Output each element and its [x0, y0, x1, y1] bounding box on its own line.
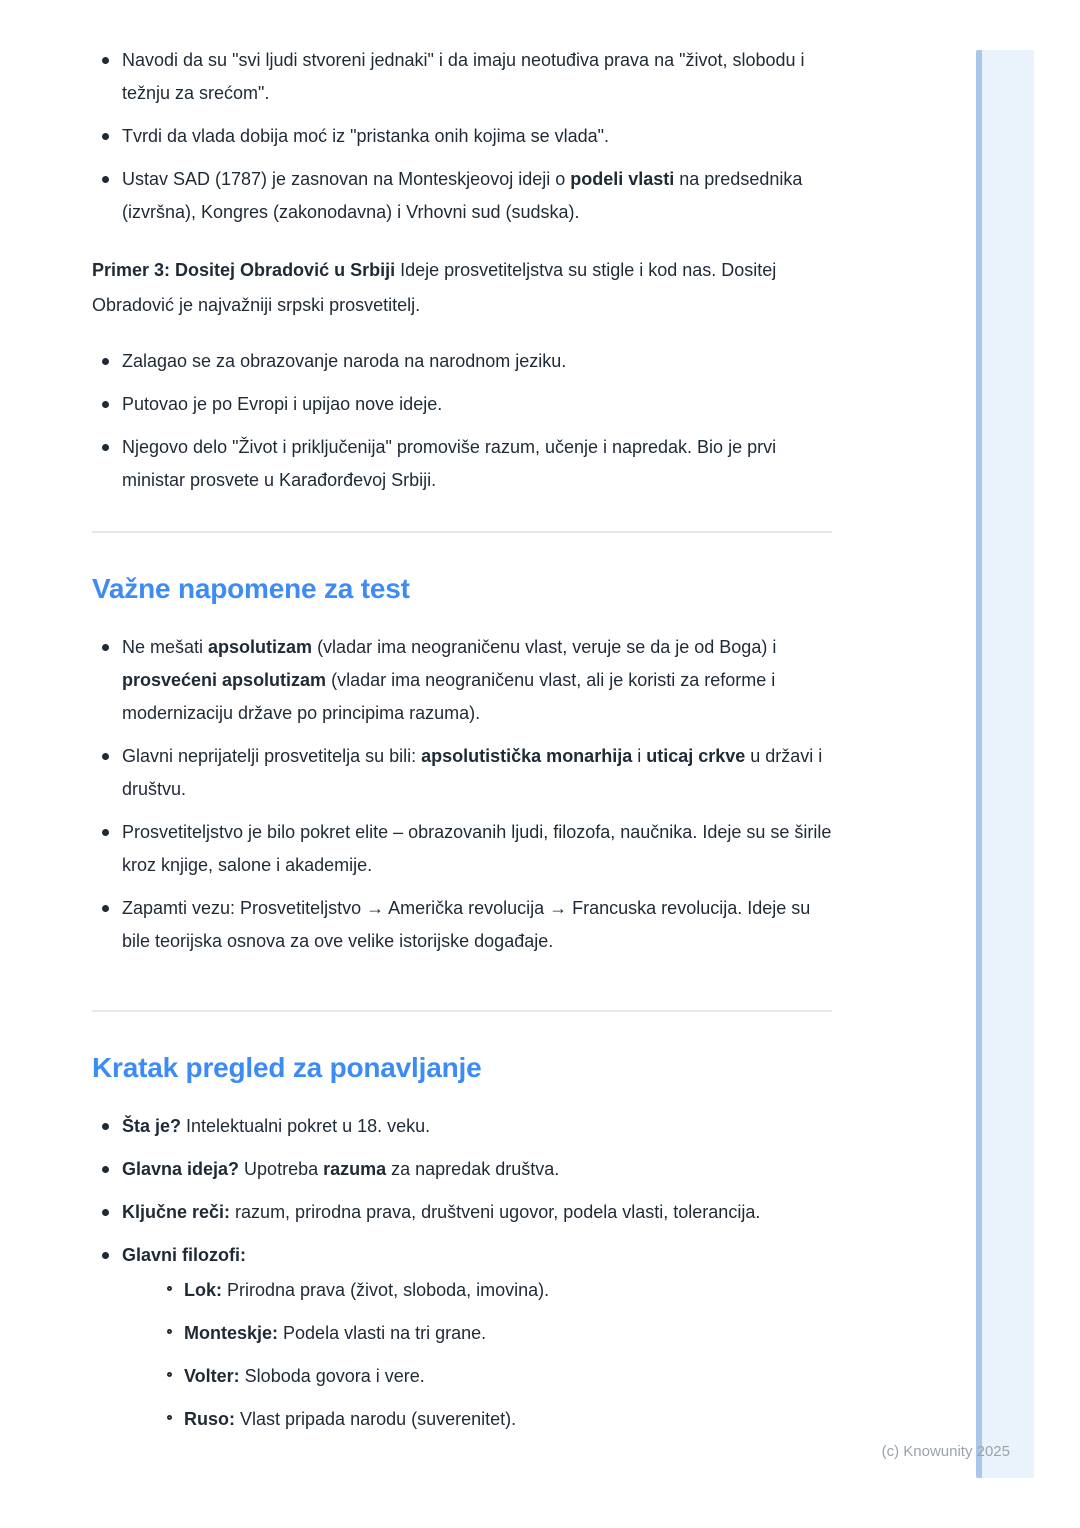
list-item	[92, 1153, 832, 1186]
bullet-icon	[102, 176, 109, 183]
list-item-text	[122, 431, 832, 497]
text-run: Ideje prosvetiteljstva su stigle i kod nas. Dositej Obradović je najvažniji srpski prosvetitelj.	[92, 260, 777, 315]
list-item	[92, 345, 832, 378]
bullet-list-dositej	[92, 345, 832, 497]
sublist-item	[155, 1274, 832, 1307]
text-run-bold: uticaj crkve	[646, 746, 746, 766]
list-item	[92, 44, 832, 110]
bullet-icon	[102, 444, 109, 451]
bullet-icon	[102, 644, 109, 651]
bullet-list-vazne-napomene	[92, 631, 832, 958]
list-item-text	[184, 1403, 832, 1436]
bullet-icon	[102, 401, 109, 408]
list-item-text	[122, 631, 832, 730]
list-item	[92, 163, 832, 229]
section-divider	[92, 1010, 832, 1012]
text-run: (vladar ima neograničenu vlast, ali je koristi za reforme i modernizaciju države po principima razuma).	[122, 670, 776, 723]
text-run-bold: apsolutistička monarhija	[421, 746, 633, 766]
text-run: (vladar ima neograničenu vlast, veruje se da je od Boga) i	[312, 637, 777, 657]
text-run: Tvrdi da vlada dobija moć iz "pristanka onih kojima se vlada".	[122, 126, 610, 146]
scrollbar-track[interactable]	[976, 50, 1034, 1478]
text-run: Ne mešati	[122, 637, 209, 657]
list-item-text	[122, 345, 832, 378]
text-run-bold: Ključne reči:	[122, 1202, 231, 1222]
list-item-text	[122, 120, 832, 153]
text-run: Prirodna prava (život, sloboda, imovina).	[222, 1280, 550, 1300]
text-run-bold: prosvećeni apsolutizam	[122, 670, 327, 690]
list-item-text	[122, 44, 832, 110]
text-run-bold: Ruso:	[184, 1409, 235, 1429]
list-item	[92, 431, 832, 497]
text-run-bold: Glavna ideja?	[122, 1159, 240, 1179]
section-heading-vazne-napomene: Važne napomene za test	[92, 573, 410, 604]
text-run-bold: Primer 3: Dositej Obradović u Srbiji	[92, 260, 396, 280]
list-item	[92, 1110, 832, 1143]
text-run: Vlast pripada narodu (suverenitet).	[235, 1409, 517, 1429]
list-item-text	[122, 388, 832, 421]
text-run: Putovao je po Evropi i upijao nove ideje.	[122, 394, 443, 414]
bullet-icon	[102, 358, 109, 365]
sublist-item	[155, 1403, 832, 1436]
list-item-text	[122, 1153, 832, 1186]
list-item	[92, 631, 832, 730]
bullet-icon	[102, 57, 109, 64]
section-divider	[92, 531, 832, 533]
text-run: Intelektualni pokret u 18. veku.	[181, 1116, 431, 1136]
text-run: Sloboda govora i vere.	[239, 1366, 425, 1386]
text-run: razum, prirodna prava, društveni ugovor, podela vlasti, tolerancija.	[230, 1202, 761, 1222]
list-item-text	[122, 1110, 832, 1143]
list-item-text	[184, 1360, 832, 1393]
text-run: Navodi da su "svi ljudi stvoreni jednaki" i da imaju neotuđiva prava na "život, slobodu i težnju za srećom".	[122, 50, 805, 103]
bullet-list-kratak-pregled	[92, 1110, 832, 1446]
bullet-icon	[102, 133, 109, 140]
circle-bullet-icon	[167, 1286, 172, 1291]
bullet-icon	[102, 1123, 109, 1130]
list-item-text	[122, 163, 832, 229]
primer-paragraph	[92, 253, 832, 323]
text-run: Njegovo delo "Život i priključenija" promoviše razum, učenje i napredak. Bio je prvi ministar prosvete u Karađorđevoj Srbiji.	[122, 437, 777, 490]
list-item-text	[184, 1317, 832, 1350]
list-item	[92, 740, 832, 806]
text-run: Ustav SAD (1787) je zasnovan na Monteskjeovoj ideji o	[122, 169, 571, 189]
text-run-bold: Monteskje:	[184, 1323, 279, 1343]
bullet-icon	[102, 829, 109, 836]
list-item	[92, 1196, 832, 1229]
bullet-icon	[102, 753, 109, 760]
circle-bullet-icon	[167, 1415, 172, 1420]
list-item	[92, 1239, 832, 1446]
list-item	[92, 388, 832, 421]
list-item-text	[184, 1274, 832, 1307]
text-run: Podela vlasti na tri grane.	[278, 1323, 487, 1343]
text-run: Zalagao se za obrazovanje naroda na narodnom jeziku.	[122, 351, 567, 371]
circle-bullet-icon	[167, 1329, 172, 1334]
bullet-icon	[102, 905, 109, 912]
text-run-bold: podeli vlasti	[570, 169, 675, 189]
text-run: na predsednika (izvršna), Kongres (zakonodavna) i Vrhovni sud (sudska).	[122, 169, 803, 222]
sublist-item	[155, 1317, 832, 1350]
text-run-bold: apsolutizam	[208, 637, 313, 657]
text-run-bold: Šta je?	[122, 1116, 182, 1136]
text-run: Glavni neprijatelji prosvetitelja su bili:	[122, 746, 422, 766]
bullet-icon	[102, 1209, 109, 1216]
text-run: Prosvetiteljstvo je bilo pokret elite – obrazovanih ljudi, filozofa, naučnika. Ideje su se širile kroz knjige, salone i akademije.	[122, 822, 832, 875]
text-run-bold: razuma	[323, 1159, 387, 1179]
bullet-icon	[102, 1166, 109, 1173]
list-item-text	[122, 1196, 832, 1229]
sublist-item	[155, 1360, 832, 1393]
text-run: za napredak društva.	[386, 1159, 560, 1179]
section-heading-kratak-pregled: Kratak pregled za ponavljanje	[92, 1052, 482, 1083]
document-content	[92, 44, 832, 1456]
text-run-bold: Glavni filozofi:	[122, 1245, 246, 1265]
list-item	[92, 120, 832, 153]
bullet-list-declaration	[92, 44, 832, 229]
text-run: Zapamti vezu: Prosvetiteljstvo → Američka revolucija → Francuska revolucija. Ideje su bile teorijska osnova za ove velike istorijske događaje.	[122, 898, 811, 951]
text-run-bold: Volter:	[184, 1366, 240, 1386]
list-item-text	[122, 740, 832, 806]
list-item	[92, 816, 832, 882]
text-run: i	[632, 746, 647, 766]
list-item-text	[122, 892, 832, 958]
list-item	[92, 892, 832, 958]
text-run: u državi i društvu.	[122, 746, 823, 799]
list-item-text	[122, 816, 832, 882]
text-run-bold: Lok:	[184, 1280, 222, 1300]
watermark: (c) Knowunity 2025	[881, 1443, 1010, 1460]
spacer	[92, 968, 832, 976]
list-item-text	[122, 1239, 832, 1446]
text-run: Upotreba	[239, 1159, 324, 1179]
bullet-icon	[102, 1252, 109, 1259]
sublist-filozofi	[122, 1274, 832, 1436]
circle-bullet-icon	[167, 1372, 172, 1377]
